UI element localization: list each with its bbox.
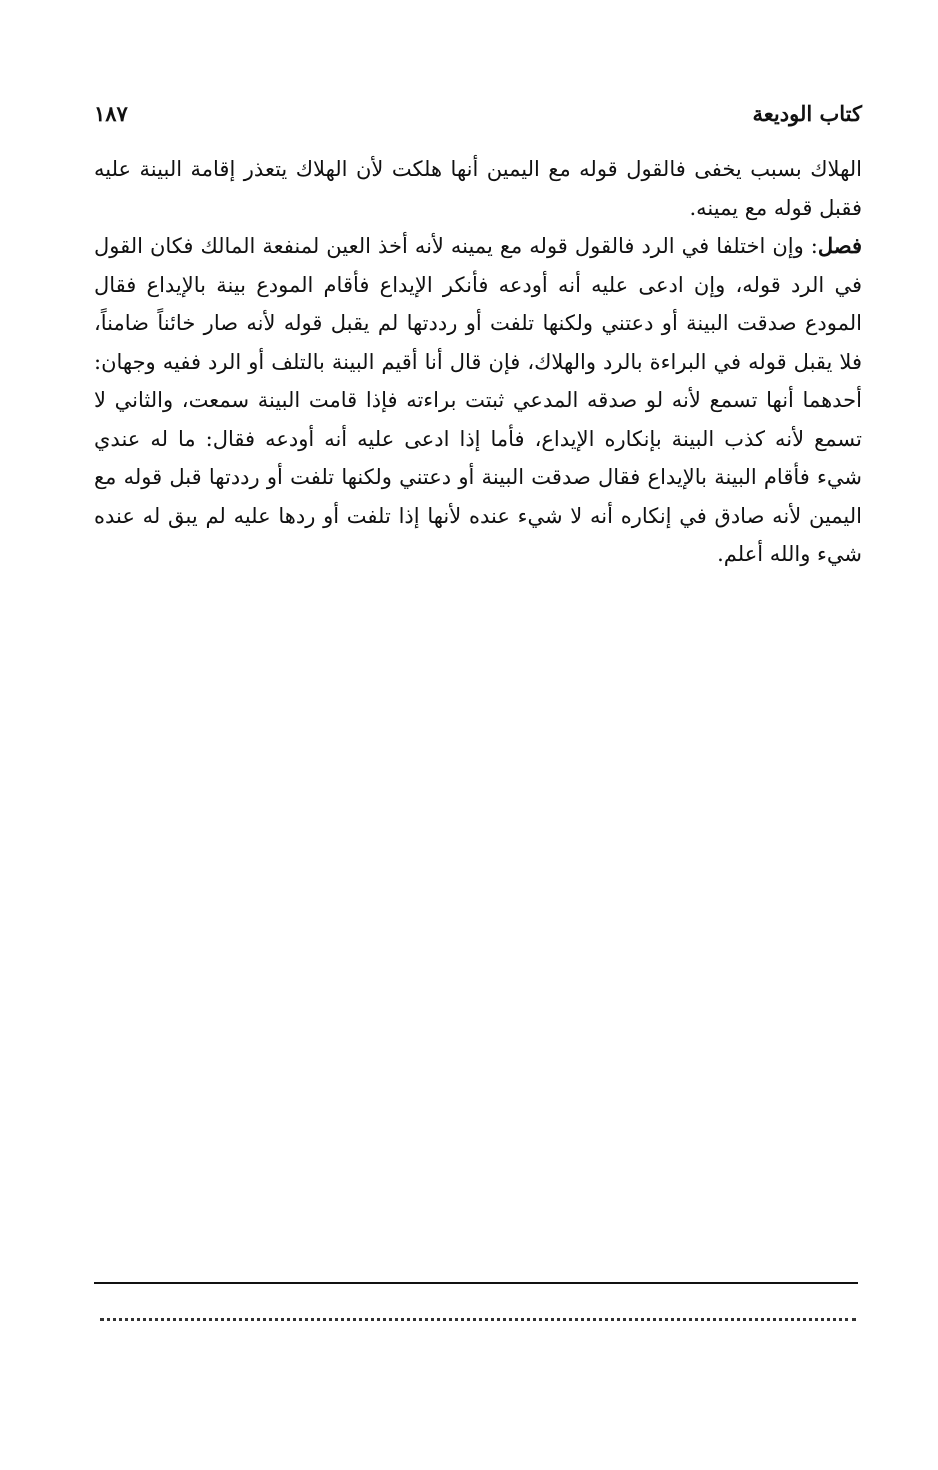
paragraph — [94, 227, 862, 574]
page-number: ١٨٧ — [94, 101, 128, 126]
dotted-separator — [100, 1318, 856, 1321]
paragraph: الهلاك بسبب يخفى فالقول قوله مع اليمين أنها هلكت لأن الهلاك يتعذر إقامة البينة عليه فقبل قوله مع يمينه. — [94, 157, 862, 220]
section-label: فصل — [817, 233, 862, 258]
paragraph-text: : وإن اختلفا في الرد فالقول قوله مع يمينه لأنه أخذ العين لمنفعة المالك فكان القول في الرد قوله، وإن ادعى عليه أنه أودعه فأنكر الإيداع فأقام المودع بينة بالإيداع فقال المودع صدقت البينة أو دعتني ولكنها تلفت أو رددتها لم يقبل قوله لأنه صار خائناً ضامناً، فلا يقبل قوله في البراءة بالرد والهلاك، فإن قال أنا أقيم البينة بالتلف أو الرد ففيه وجهان: أحدهما أنها تسمع لأنه لو صدقه المدعي ثبتت براءته فإذا قامت البينة سمعت، والثاني لا تسمع لأنه كذب البينة بإنكاره الإيداع، فأما إذا ادعى عليه أنه أودعه فقال: ما له عندي شيء فأقام البينة بالإيداع فقال صدقت البينة أو دعتني ولكنها تلفت أو رددتها قبل قوله مع اليمين لأنه صادق في إنكاره أنه لا شيء عنده لأنها إذا تلفت أو ردها عليه لم يبق له عنده شيء والله أعلم. — [94, 234, 862, 566]
running-header — [94, 96, 862, 132]
chapter-title: كتاب الوديعة — [752, 101, 862, 126]
footnote-divider — [94, 1282, 858, 1284]
body-text — [94, 150, 862, 574]
